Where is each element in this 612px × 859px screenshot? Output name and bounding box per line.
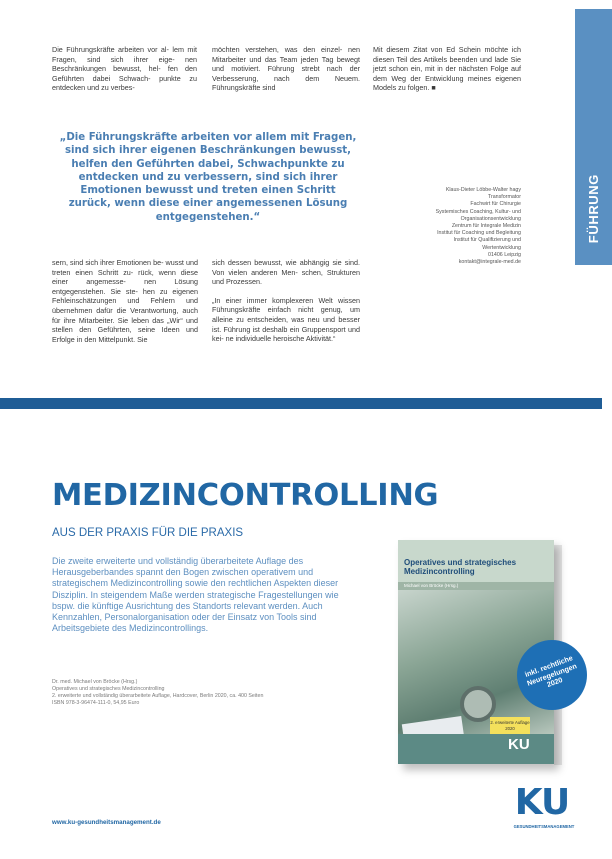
ad-title: MEDIZINCONTROLLING [52, 478, 439, 513]
article-paragraph: Mit diesem Zitat von Ed Schein möchte ich diesen Teil des Artikels beenden und lade Sie jetzt schon ein, mit in der nächsten Folge auf dem Weg der Entwicklung meines eigenen Models zu folgen. ■ [373, 45, 521, 93]
article-column-top-1 [52, 45, 197, 93]
ad-description: Die zweite erweiterte und vollständig überarbeitete Auflage des Herausgeberbandes spannt den Bogen zwischen operativem und strategischem Medizincontrolling sowie den rechtlichen Aspekten dieser Disziplin. In steigendem Maße werden strategische Fragestellungen wie bspw. die künftige Ausrichtung des Standorts relevant werden. Auch Kennzahlen, Personalorganisation oder der Einsatz von Tools sind Arbeitsgebiete des Medizincontrollings. [52, 556, 339, 634]
book-logo: KU [508, 736, 530, 753]
author-line: Transformator [487, 194, 521, 201]
book-title: Operatives und strategisches Medizincontrolling [404, 558, 517, 577]
author-line: Institut für Qualifizierung und [453, 237, 521, 244]
author-line: Systemisches Coaching, Kultur- und [435, 208, 521, 215]
author-line: 01406 Leipzig [488, 251, 521, 258]
book-metadata [52, 679, 382, 707]
author-line: Organisationsentwicklung [460, 215, 521, 222]
footer-url-link[interactable]: www.ku-gesundheitsmanagement.de [52, 819, 161, 826]
ku-logo: KU [514, 782, 570, 823]
section-divider [0, 398, 602, 409]
author-line: Wertentwicklung [482, 244, 521, 251]
author-info [393, 187, 521, 266]
pull-quote: „Die Führungskräfte arbeiten vor allem mit Fragen, sind sich ihrer eigenen Beschränkungen bewusst, helfen den Geführten dabei, Schwachpunkte zu entdecken und zu verbessern, sind sich ihrer Emotionen bewusst und treten einen Schritt zurück, wenn diese einer angemessenen Lösung entgegenstehen.“ [59, 132, 357, 223]
book-meta-line: ISBN 978-3-96474-111-0, 54,95 Euro [52, 700, 140, 706]
promo-badge [517, 640, 587, 710]
author-line: Zentrum für Integrale Medizin [451, 223, 521, 230]
article-paragraph: sich dessen bewusst, wie abhängig sie sind. Von vielen anderen Men- schen, Strukturen und Prozessen. [212, 258, 360, 287]
book-meta-line: 2. erweiterte und vollständig überarbeitete Auflage, Hardcover, Berlin 2020, ca. 400 Seiten [52, 693, 264, 699]
promo-badge-text: inkl. rechtliche Neuregelungen 2020 [523, 653, 578, 690]
author-line: kontakt@integrale-med.de [458, 259, 521, 266]
book-editors: Michael von Bröcke (Hrsg.) [404, 583, 459, 588]
article-column-top-3 [373, 45, 521, 93]
article-column-bottom-2 [212, 258, 360, 344]
article-paragraph: Die Führungskräfte arbeiten vor al- lem mit Fragen, sind sich ihrer eige- nen Beschränkungen bewusst, hel- fen den Geführten dabei Schwach- punkte zu entdecken und zu verbes- [52, 45, 197, 93]
article-paragraph: möchten verstehen, was den einzel- nen Mitarbeiter und das Team jeden Tag bewegt und motiviert. Führung strebt nach der Verbesserung, nach dem Neuem. Führungskräfte sind [212, 45, 360, 93]
ku-logo-subtitle: GESUNDHEITSMANAGEMENT [513, 824, 575, 829]
ad-subtitle: AUS DER PRAXIS FÜR DIE PRAXIS [52, 527, 244, 539]
article-column-bottom-1 [52, 258, 198, 344]
section-tab-label: FÜHRUNG [586, 173, 601, 243]
author-line: Institut für Coaching und Begleitung [437, 230, 521, 237]
article-paragraph: sern, sind sich ihrer Emotionen be- wusst und treten einen Schritt zu- rück, wenn diese einer angemesse- nen Lösung entgegenstehen. Sie ste- hen zu eigenen Fehleinschätzungen und Fehlern und übernehmen dafür die Verantwortung, auch für ihre Mitarbeiter. Sie leben das „Wir“ und stellen den Geführten, seine Ideen und Erfolge in den Mittelpunkt. Sie [52, 258, 198, 344]
section-tab-label-wrap [575, 9, 612, 265]
article-paragraph: „In einer immer komplexeren Welt wissen Führungskräfte einfach nicht genug, um alleine zu entscheiden, was neu und besser ist. Führung ist deshalb ein Gruppensport und kei- ne individuelle heroische Aktivität.“ [212, 295, 360, 344]
author-line: Fachwirt für Chirurgie [470, 201, 521, 208]
book-sticker: 2. erweiterte Auflage 2020 [490, 717, 530, 739]
book-meta-line: Operatives und strategisches Medizincontrolling [52, 686, 165, 692]
book-bottom-band [398, 734, 554, 764]
book-meta-line: Dr. med. Michael von Bröcke (Hrsg.) [52, 679, 138, 685]
author-line: Klaus-Dieter Löbbe-Walter hagy [445, 187, 521, 193]
article-column-top-2 [212, 45, 360, 93]
